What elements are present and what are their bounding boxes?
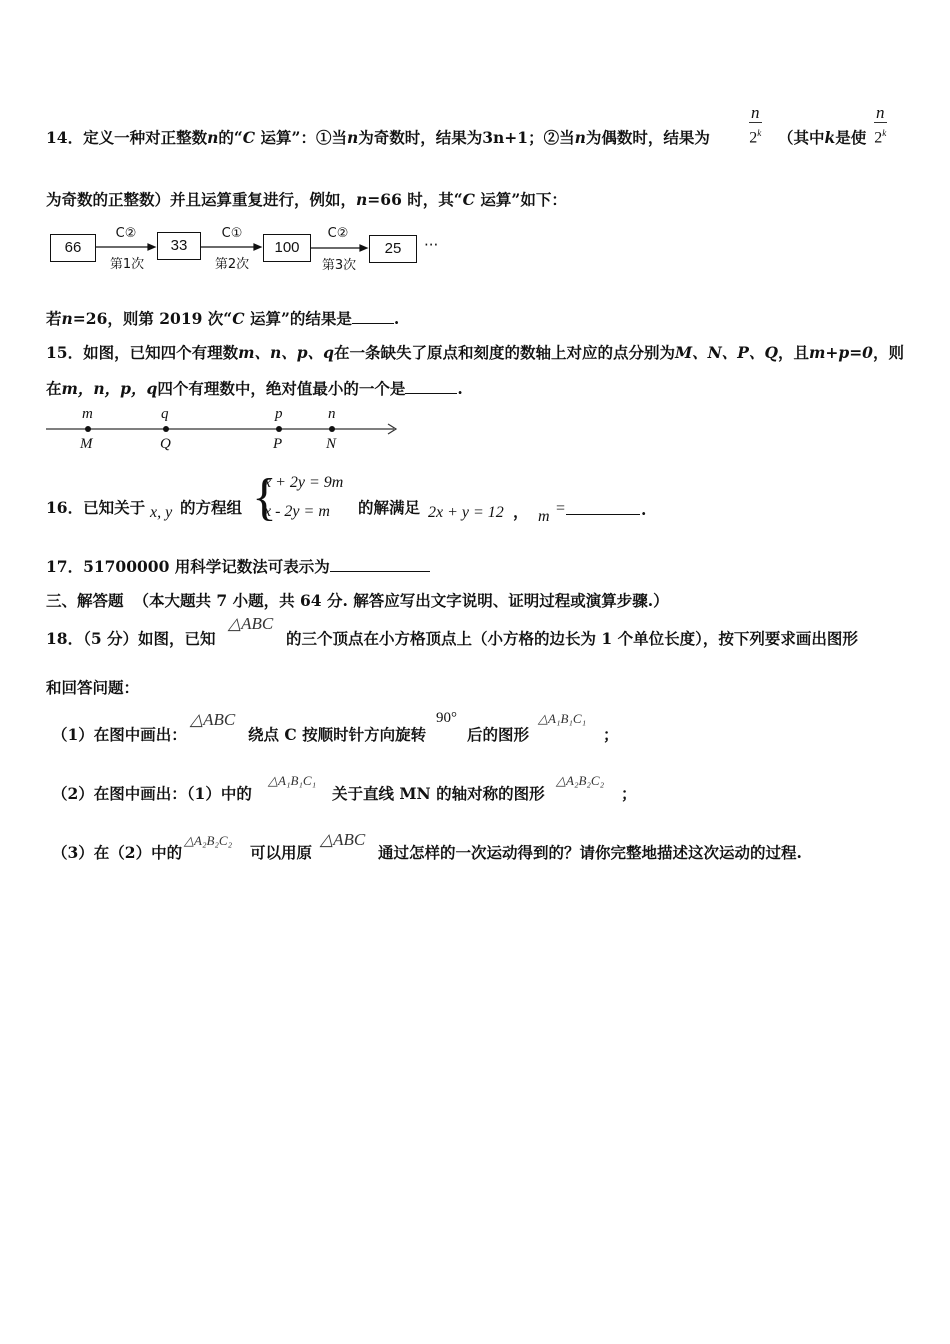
q15-text: 四个有理数中，绝对值最小的一个是 bbox=[157, 379, 406, 398]
q18-line2: 和回答问题： bbox=[46, 678, 140, 697]
q15-text: 在一条缺失了原点和刻度的数轴上对应的点分别为 bbox=[333, 343, 675, 362]
q18-part1-c: 后的图形 bbox=[467, 725, 530, 744]
q17-text: 17．51700000 用科学记数法可表示为 bbox=[46, 557, 330, 576]
answer-blank-16[interactable] bbox=[566, 500, 640, 515]
flow-step-2: 第2次 bbox=[214, 257, 250, 272]
q18-text: （5 分）如图，已知 bbox=[83, 629, 216, 648]
c-op: C bbox=[462, 190, 476, 209]
equation-1: x + 2y = 9m bbox=[264, 474, 344, 491]
equation-brace: { bbox=[252, 469, 277, 526]
answer-blank-17[interactable] bbox=[330, 557, 430, 572]
var-k: k bbox=[824, 128, 836, 147]
q15-text: 如图，已知四个有理数 bbox=[83, 343, 239, 362]
section-3-heading bbox=[46, 591, 669, 611]
q15-text: 在 bbox=[46, 379, 62, 398]
var-n: n bbox=[207, 128, 219, 147]
triangle-a1b1c1-label: △A₁B₁C₁ bbox=[268, 773, 317, 788]
q14-text: =26，则第 2019 次“ bbox=[72, 309, 233, 328]
q14-text: （其中 bbox=[778, 128, 825, 147]
flow-box-2: 33 bbox=[157, 232, 201, 260]
c-op: C bbox=[232, 309, 245, 328]
triangle-a2b2c2-label: △A₂B₂C₂ bbox=[556, 773, 605, 788]
point-q bbox=[163, 426, 169, 432]
q15-points: M、N、P、Q bbox=[674, 343, 778, 362]
q14-text: 运算”如下： bbox=[475, 190, 567, 209]
answer-blank-14[interactable] bbox=[352, 309, 394, 324]
axis-label-N: N bbox=[326, 436, 337, 452]
q14-text: 的“ bbox=[218, 128, 243, 147]
q15-condition: m+p=0 bbox=[808, 343, 873, 362]
flow-arrowhead-3 bbox=[360, 245, 367, 251]
q18-semicolon: ； bbox=[603, 725, 619, 744]
q14-text: 为奇数的正整数）并且运算重复进行，例如， bbox=[46, 190, 357, 209]
q16-text-c: 的解满足 bbox=[358, 498, 421, 517]
q14-text: 运算”的结果是 bbox=[244, 309, 352, 328]
number-line bbox=[0, 400, 420, 460]
q16-number: 16． bbox=[46, 498, 84, 517]
q18-semicolon: ； bbox=[621, 784, 637, 803]
frac-exponent: k bbox=[757, 128, 762, 138]
q18-line1-a bbox=[46, 629, 216, 649]
q14-number: 14． bbox=[46, 128, 84, 147]
flow-arrowhead-2 bbox=[254, 244, 261, 250]
axis-label-q: q bbox=[161, 406, 169, 422]
axis-label-M: M bbox=[80, 436, 93, 452]
q16-comma: ， bbox=[513, 502, 529, 521]
triangle-abc-label: △ABC bbox=[320, 830, 366, 849]
q14-text: 为偶数时，结果为 bbox=[585, 128, 710, 147]
c-op: C bbox=[242, 128, 256, 147]
q15-text: ，且 bbox=[777, 343, 809, 362]
q15-text: . bbox=[457, 379, 463, 398]
q18-part3-b: 可以用原 bbox=[250, 843, 313, 862]
q18-part1-b: 绕点 C 按顺时针方向旋转 bbox=[248, 725, 427, 744]
flow-ellipsis: ··· bbox=[424, 236, 439, 254]
q16-eq-sign: = bbox=[556, 500, 566, 517]
q16-text-a bbox=[46, 498, 145, 518]
expr-odd: 3n+1 bbox=[482, 128, 529, 147]
point-m bbox=[85, 426, 91, 432]
q18-part2-a: （2）在图中画出：（1）中的 bbox=[52, 784, 252, 803]
q17-line bbox=[46, 557, 430, 577]
flow-box-4: 25 bbox=[369, 235, 417, 263]
triangle-a2b2c2-label: △A₂B₂C₂ bbox=[184, 833, 233, 848]
q18-part3-a: （3）在（2）中的 bbox=[52, 843, 183, 862]
q14-text: 若 bbox=[46, 309, 62, 328]
q14-text: 为奇数时，结果为 bbox=[358, 128, 483, 147]
point-n bbox=[329, 426, 335, 432]
axis-label-P: P bbox=[273, 436, 283, 452]
flow-box-1: 66 bbox=[50, 234, 96, 262]
flow-step-3: 第3次 bbox=[321, 258, 357, 273]
q16-end: . bbox=[641, 500, 647, 519]
q14-text: =66 时，其“ bbox=[367, 190, 463, 209]
flow-op-1: C② bbox=[115, 226, 137, 241]
q15-line1 bbox=[46, 343, 904, 363]
frac-denominator: 2 bbox=[874, 129, 883, 147]
flow-box-3: 100 bbox=[263, 234, 311, 262]
q14-text: 是使 bbox=[835, 128, 867, 147]
frac-exponent: k bbox=[882, 128, 887, 138]
q14-text: 运算”：①当 bbox=[255, 128, 347, 147]
q14-text: . bbox=[393, 309, 400, 328]
q16-vars: x, y bbox=[150, 504, 173, 521]
triangle-abc-label: △ABC bbox=[228, 614, 274, 633]
flow-op-2: C① bbox=[221, 226, 243, 241]
var-n: n bbox=[574, 128, 586, 147]
var-n: n bbox=[346, 128, 359, 147]
q18-line1-b: 的三个顶点在小方格顶点上（小方格的边长为 1 个单位长度），按下列要求画出图形 bbox=[286, 629, 858, 648]
equation-2: x - 2y = m bbox=[264, 503, 330, 520]
flow-arrowhead-1 bbox=[148, 244, 155, 250]
var-n: n bbox=[61, 309, 73, 328]
flow-step-1: 第1次 bbox=[109, 257, 145, 272]
frac-numerator: n bbox=[876, 103, 885, 122]
axis-label-n: n bbox=[328, 406, 336, 422]
frac-numerator: n bbox=[751, 103, 760, 122]
flow-op-3: C② bbox=[327, 226, 349, 241]
q14-text: 定义一种对正整数 bbox=[83, 128, 208, 147]
axis-label-p: p bbox=[275, 406, 283, 422]
q18-part2-b: 关于直线 MN 的轴对称的图形 bbox=[332, 784, 545, 803]
q14-text: ；②当 bbox=[528, 128, 575, 147]
q18-part3-c: 通过怎样的一次运动得到的？请你完整地描述这次运动的过程. bbox=[378, 843, 802, 862]
answer-blank-15[interactable] bbox=[405, 379, 457, 394]
q14-line3 bbox=[46, 309, 399, 329]
q16-condition: 2x + y = 12 bbox=[428, 504, 504, 521]
triangle-a1b1c1-label: △A₁B₁C₁ bbox=[538, 711, 587, 726]
q15-number: 15． bbox=[46, 343, 84, 362]
triangle-abc-label: △ABC bbox=[190, 710, 236, 729]
section-note: （本大题共 7 小题，共 64 分. 解答应写出文字说明、证明过程或演算步骤.） bbox=[133, 591, 669, 610]
point-p bbox=[276, 426, 282, 432]
var-n: n bbox=[356, 190, 368, 209]
frac-denominator: 2 bbox=[749, 129, 758, 147]
axis-label-Q: Q bbox=[160, 436, 171, 452]
q18-part1-a: （1）在图中画出： bbox=[52, 725, 187, 744]
angle-90: 90° bbox=[436, 710, 457, 726]
q15-line2 bbox=[46, 379, 463, 399]
q15-vars: m、n、p、q bbox=[238, 343, 334, 362]
axis-label-m: m bbox=[82, 406, 93, 422]
section-title: 三、解答题 bbox=[46, 591, 124, 610]
q16-var-m: m bbox=[538, 508, 550, 525]
q15-vars: m，n，p，q bbox=[61, 379, 158, 398]
q16-text: 已知关于 bbox=[83, 498, 146, 517]
q15-text: ，则 bbox=[872, 343, 904, 362]
q18-number: 18． bbox=[46, 629, 84, 648]
q16-text-b: 的方程组 bbox=[180, 498, 243, 517]
